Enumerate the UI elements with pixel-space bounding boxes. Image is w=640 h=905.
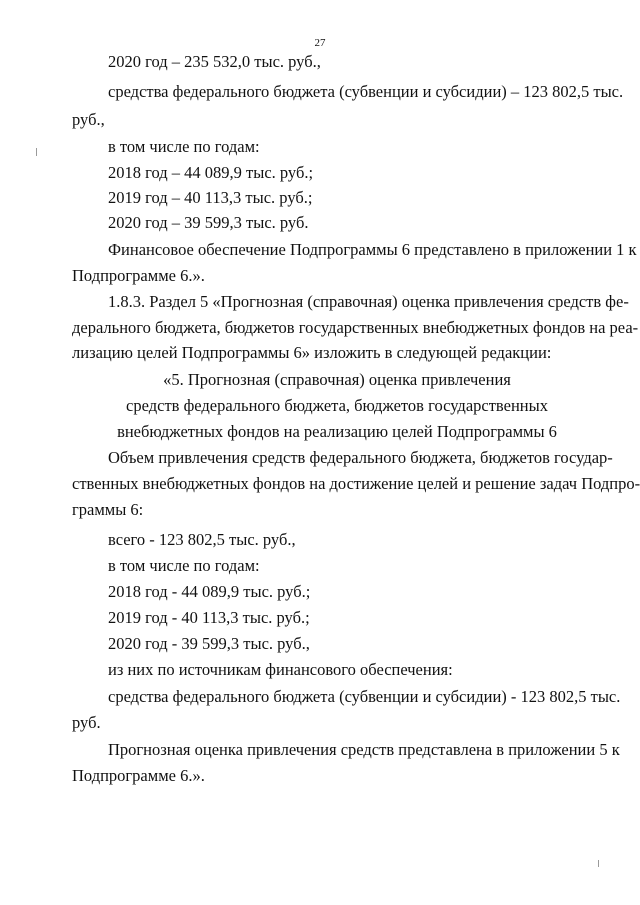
text-line: граммы 6: (72, 500, 144, 519)
text-line: 2019 год - 40 113,3 тыс. руб.; (108, 608, 310, 627)
text-line: средства федерального бюджета (субвенции и субсидии) - 123 802,5 тыс. (108, 687, 621, 706)
text-line: 2018 год – 44 089,9 тыс. руб.; (108, 163, 314, 182)
text-line: Подпрограмме 6.». (72, 266, 205, 285)
section-heading-line: «5. Прогнозная (справочная) оценка привлечения (163, 370, 511, 389)
text-line: ственных внебюджетных фондов на достижение целей и решение задач Подпро- (72, 474, 640, 493)
text-line: руб., (72, 110, 105, 129)
text-line: 1.8.3. Раздел 5 «Прогнозная (справочная) оценка привлечения средств фе- (108, 292, 629, 311)
section-heading-line: средств федерального бюджета, бюджетов государственных (126, 396, 548, 415)
text-line: всего - 123 802,5 тыс. руб., (108, 530, 296, 549)
text-line: 2020 год – 39 599,3 тыс. руб. (108, 213, 309, 232)
page-number: 27 (314, 37, 326, 49)
text-line: Финансовое обеспечение Подпрограммы 6 представлено в приложении 1 к (108, 240, 637, 259)
text-line: лизацию целей Подпрограммы 6» изложить в следующей редакции: (72, 343, 552, 362)
scan-speck (598, 860, 599, 867)
text-line: из них по источникам финансового обеспечения: (108, 660, 453, 679)
text-line: Подпрограмме 6.». (72, 766, 205, 785)
text-line: Объем привлечения средств федерального бюджета, бюджетов государ- (108, 448, 613, 467)
text-line: средства федерального бюджета (субвенции и субсидии) – 123 802,5 тыс. (108, 82, 624, 101)
text-line: в том числе по годам: (108, 556, 260, 575)
scan-speck (36, 148, 37, 156)
text-line: в том числе по годам: (108, 137, 260, 156)
text-line: руб. (72, 713, 101, 732)
text-line: 2019 год – 40 113,3 тыс. руб.; (108, 188, 313, 207)
text-line: 2018 год - 44 089,9 тыс. руб.; (108, 582, 311, 601)
text-line: Прогнозная оценка привлечения средств представлена в приложении 5 к (108, 740, 620, 759)
text-line: 2020 год - 39 599,3 тыс. руб., (108, 634, 310, 653)
text-line: 2020 год – 235 532,0 тыс. руб., (108, 52, 321, 71)
text-line: дерального бюджета, бюджетов государственных внебюджетных фондов на реа- (72, 318, 639, 337)
section-heading-line: внебюджетных фондов на реализацию целей Подпрограммы 6 (117, 422, 557, 441)
